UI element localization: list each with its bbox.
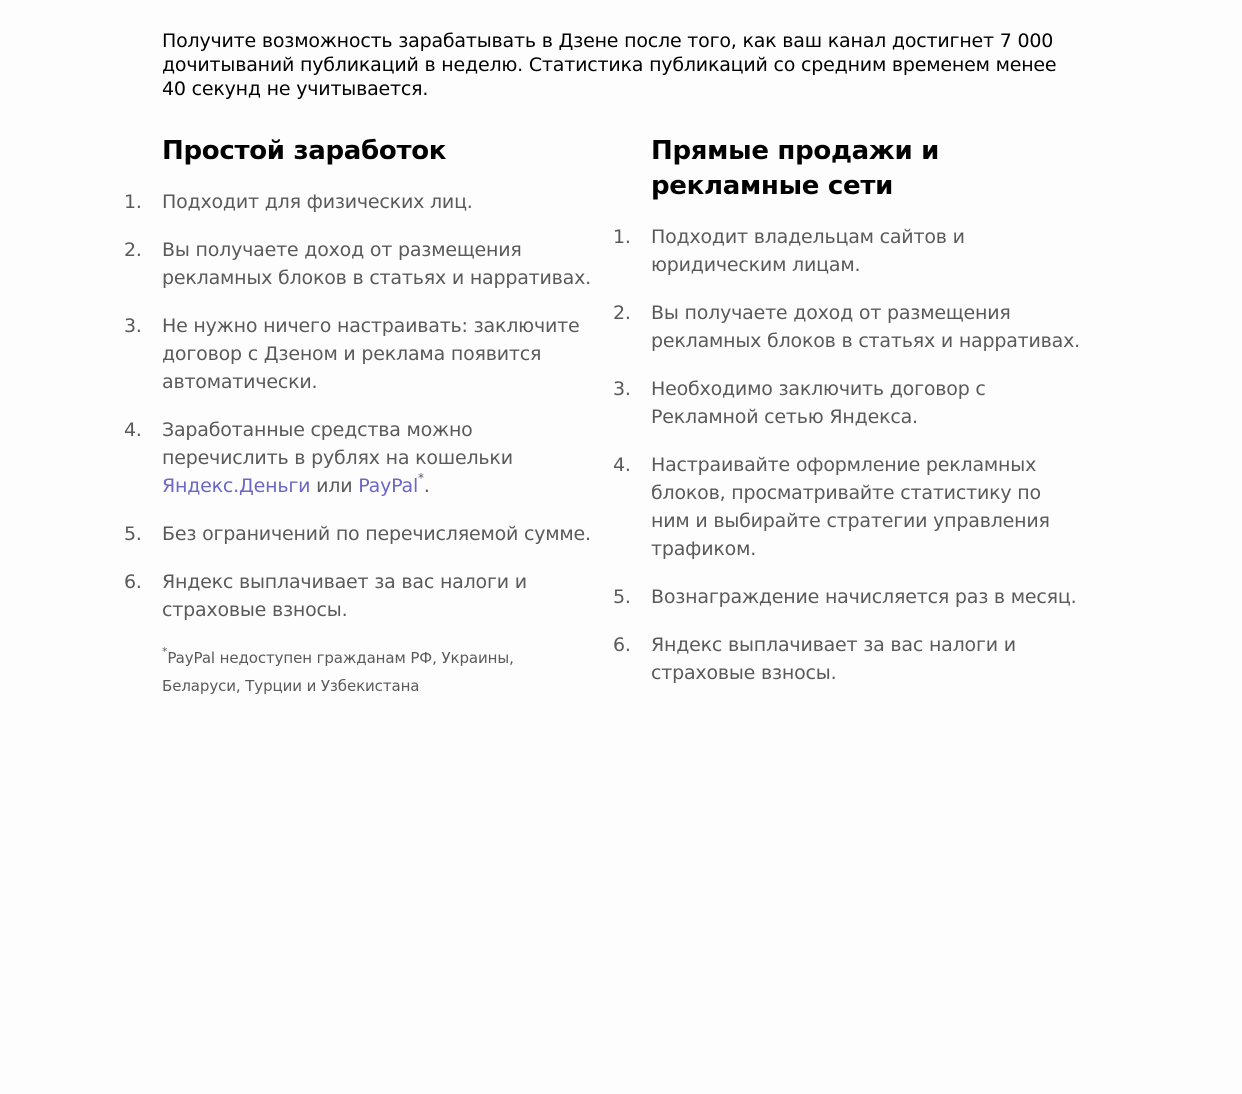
list-item — [124, 312, 592, 396]
list-item — [613, 299, 1081, 355]
list-number: 5. — [613, 586, 631, 608]
list-item-text: Вы получаете доход от размещения рекламных блоков в статьях и нарративах. — [162, 239, 592, 289]
list-number: 4. — [124, 419, 142, 441]
intro-text: Получите возможность зарабатывать в Дзене после того, как ваш канал достигнет 7 000 дочитываний публикаций в неделю. Статистика публикаций со средним временем менее 40 секунд не учитывается. — [162, 30, 1057, 100]
list-item — [124, 188, 592, 216]
direct-sales-section — [613, 134, 1081, 707]
list-number: 3. — [613, 378, 631, 400]
list-number: 3. — [124, 315, 142, 337]
simple-earnings-section — [124, 134, 592, 700]
footnote-marker: * — [162, 645, 168, 658]
list-number: 4. — [613, 454, 631, 476]
list-item-text: Вы получаете доход от размещения рекламных блоков в статьях и нарративах. — [651, 302, 1081, 352]
list-number: 5. — [124, 523, 142, 545]
list-item-text: Без ограничений по перечисляемой сумме. — [162, 523, 591, 545]
list-item — [613, 583, 1081, 611]
list-item — [124, 520, 592, 548]
list-item-text: . — [423, 475, 430, 497]
list-number: 1. — [613, 226, 631, 248]
list-number: 6. — [613, 634, 631, 656]
footnote-text: PayPal недоступен гражданам РФ, Украины, Беларуси, Турции и Узбекистана — [162, 649, 514, 695]
list-item-text: Яндекс выплачивает за вас налоги и страховые взносы. — [651, 634, 1016, 684]
list-item-text: Не нужно ничего настраивать: заключите договор с Дзеном и реклама появится автоматически. — [162, 315, 580, 393]
list-item-text: Подходит для физических лиц. — [162, 191, 473, 213]
simple-earnings-list — [124, 188, 592, 624]
list-number: 2. — [124, 239, 142, 261]
paypal-footnote — [162, 644, 592, 700]
list-number: 6. — [124, 571, 142, 593]
list-item — [124, 236, 592, 292]
list-item — [613, 631, 1081, 687]
simple-earnings-title: Простой заработок — [162, 136, 447, 166]
paypal-link[interactable]: PayPal — [358, 475, 419, 497]
list-item-text: Необходимо заключить договор с Рекламной сетью Яндекса. — [651, 378, 986, 428]
list-item — [613, 223, 1081, 279]
list-number: 1. — [124, 191, 142, 213]
list-item-text: Заработанные средства можно перечислить в рублях на кошельки — [162, 419, 513, 469]
list-item-text: Яндекс выплачивает за вас налоги и страховые взносы. — [162, 571, 527, 621]
list-item — [124, 416, 592, 500]
footnote-marker: * — [418, 471, 424, 485]
list-item-text: Подходит владельцам сайтов и юридическим лицам. — [651, 226, 965, 276]
list-item — [613, 451, 1081, 563]
direct-sales-title: Прямые продажи и рекламные сети — [651, 136, 940, 201]
list-item-text: или — [310, 475, 359, 497]
list-item — [124, 568, 592, 624]
list-number: 2. — [613, 302, 631, 324]
yandex-money-link[interactable]: Яндекс.Деньги — [162, 475, 311, 497]
list-item-text: Настраивайте оформление рекламных блоков, просматривайте статистику по ним и выбирайте стратегии управления трафиком. — [651, 454, 1050, 560]
list-item — [613, 375, 1081, 431]
direct-sales-list — [613, 223, 1081, 687]
list-item-text: Вознаграждение начисляется раз в месяц. — [651, 586, 1077, 608]
